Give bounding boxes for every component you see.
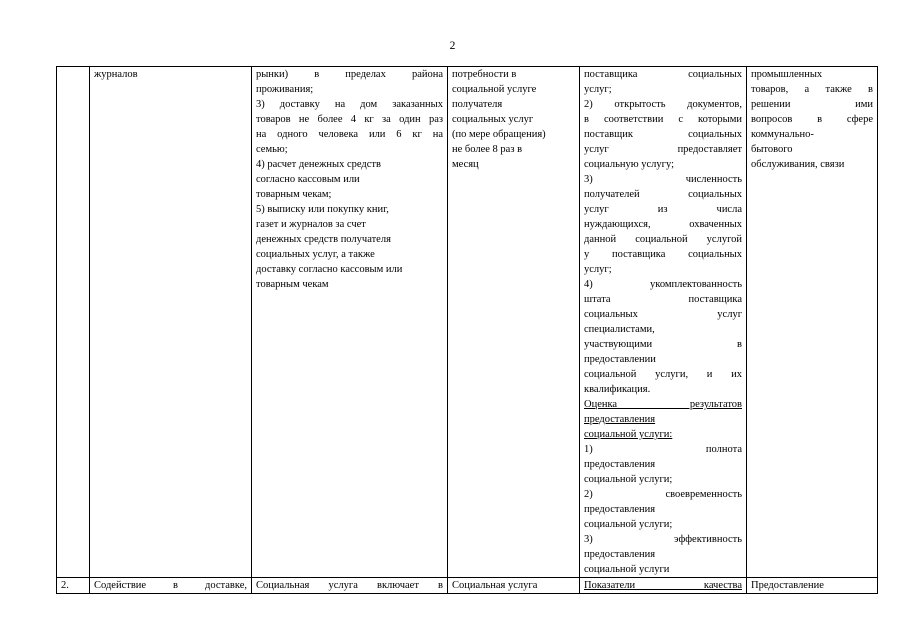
assessment-heading: Оценка результатов [584,399,742,410]
table-row [57,67,878,578]
cell-service-volume: потребности в социальной услуге получателя социальных услуг (по мере обращения) не более 8 раз в месяц [448,67,580,578]
cell-number [57,67,90,578]
cell-service-content: рынки) в пределах района проживания; 3) доставку на дом заказанных товаров не более 4 кг за один раз на одного человека или 6 кг на семью; 4) расчет денежных средств согласно кассовым или товарным чекам; 5) выписку или покупку книг, газет и журналов за счет денежных средств получателя социальных услуг, а также доставку согласно кассовым или товарным чекам [252,67,448,578]
cell-service-content: Социальная услуга включает в [252,578,448,594]
page-number: 2 [449,40,456,52]
cell-quality-indicators: Показатели качества [580,578,747,594]
cell-number: 2. [57,578,90,594]
table-row [57,578,878,594]
cell-quality-indicators: поставщика социальных услуг; 2) открытость документов, в соответствии с которыми поставщик социальных услуг предоставляет социальную услугу; 3) численность получателей социальных услуг из числа нуждающихся, охваченных данной социальной услугой у поставщика социальных услуг; 4) укомплектованность штата поставщика социальных услуг специалистами, участвующими в предоставлении социальной услуги, и их квалификация. Оценка результатов предоставления социальной услуги: 1) полнота предоставления социальной услуги; 2) своевременность предоставления социальной услуги; 3) эффективность предоставления социальной услуги [580,67,747,578]
cell-service-name: журналов [90,67,252,578]
cell-conditions: промышленных товаров, а также в решении ими вопросов в сфере коммунально- бытового обслуживания, связи [747,67,878,578]
cell-service-volume: Социальная услуга [448,578,580,594]
services-table [56,66,878,594]
cell-conditions: Предоставление [747,578,878,594]
cell-service-name: Содействие в доставке, [90,578,252,594]
